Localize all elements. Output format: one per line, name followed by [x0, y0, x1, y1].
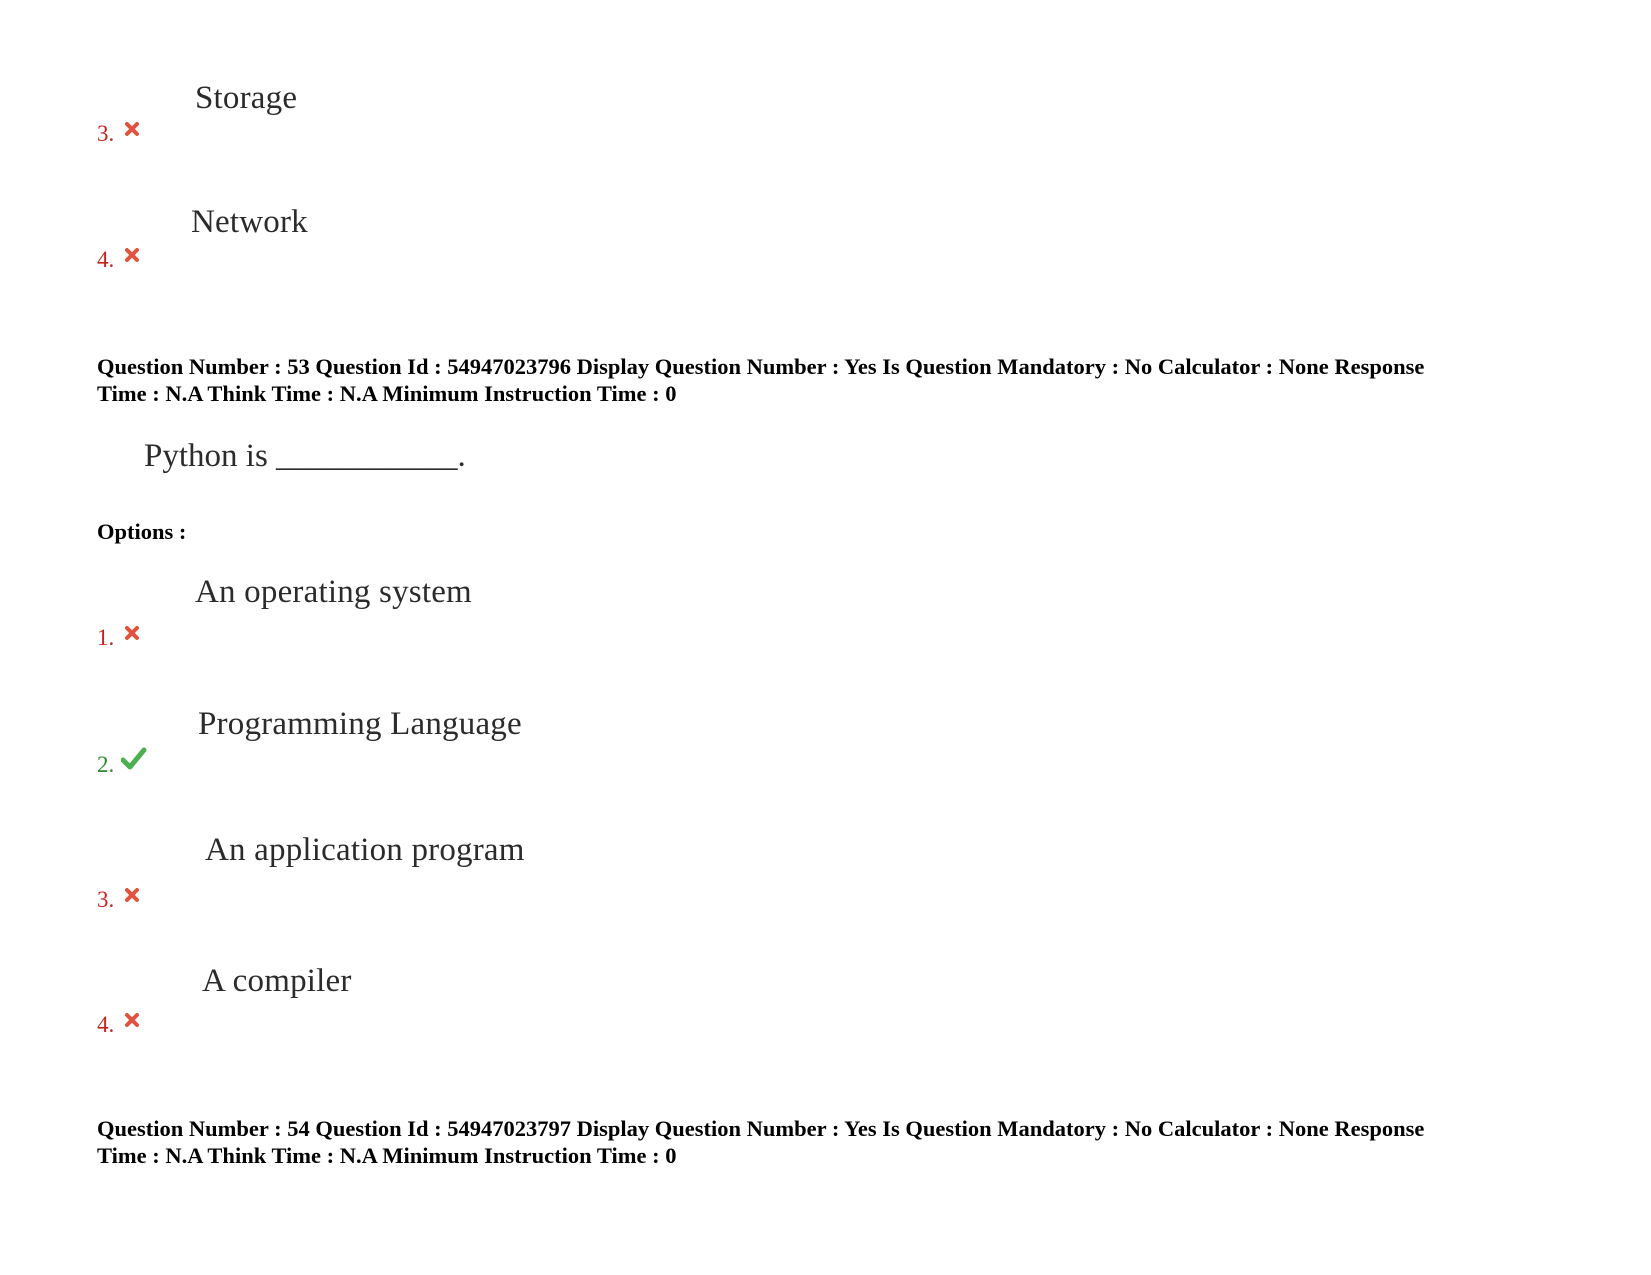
option-text: An operating system: [195, 574, 472, 610]
question-meta-line-2: Time : N.A Think Time : N.A Minimum Instruction Time : 0: [97, 381, 677, 406]
cross-icon: [124, 887, 140, 903]
cross-icon: [124, 1012, 140, 1028]
option-text: A compiler: [202, 963, 352, 999]
option-text: Storage: [195, 80, 298, 116]
option-text: Network: [191, 204, 308, 240]
option-number: 3.: [97, 121, 115, 146]
option-text: Programming Language: [198, 706, 522, 742]
options-heading: Options :: [97, 519, 187, 544]
question-meta-line-2: Time : N.A Think Time : N.A Minimum Instruction Time : 0: [97, 1143, 677, 1168]
cross-icon: [124, 121, 140, 137]
option-number: 4.: [97, 1012, 115, 1037]
cross-icon: [124, 247, 140, 263]
question-meta-line-1: Question Number : 53 Question Id : 54947023796 Display Question Number : Yes Is Question Mandatory : No Calculator : None Response: [97, 354, 1425, 379]
cross-icon: [124, 625, 140, 641]
option-text: An application program: [205, 832, 525, 868]
option-number: 3.: [97, 887, 115, 912]
question-stem: Python is ___________.: [144, 438, 466, 474]
option-number: 4.: [97, 247, 115, 272]
question-meta-line-1: Question Number : 54 Question Id : 54947023797 Display Question Number : Yes Is Question Mandatory : No Calculator : None Response: [97, 1116, 1425, 1141]
option-number: 2.: [97, 752, 115, 777]
option-number: 1.: [97, 625, 115, 650]
check-icon: [121, 747, 147, 771]
